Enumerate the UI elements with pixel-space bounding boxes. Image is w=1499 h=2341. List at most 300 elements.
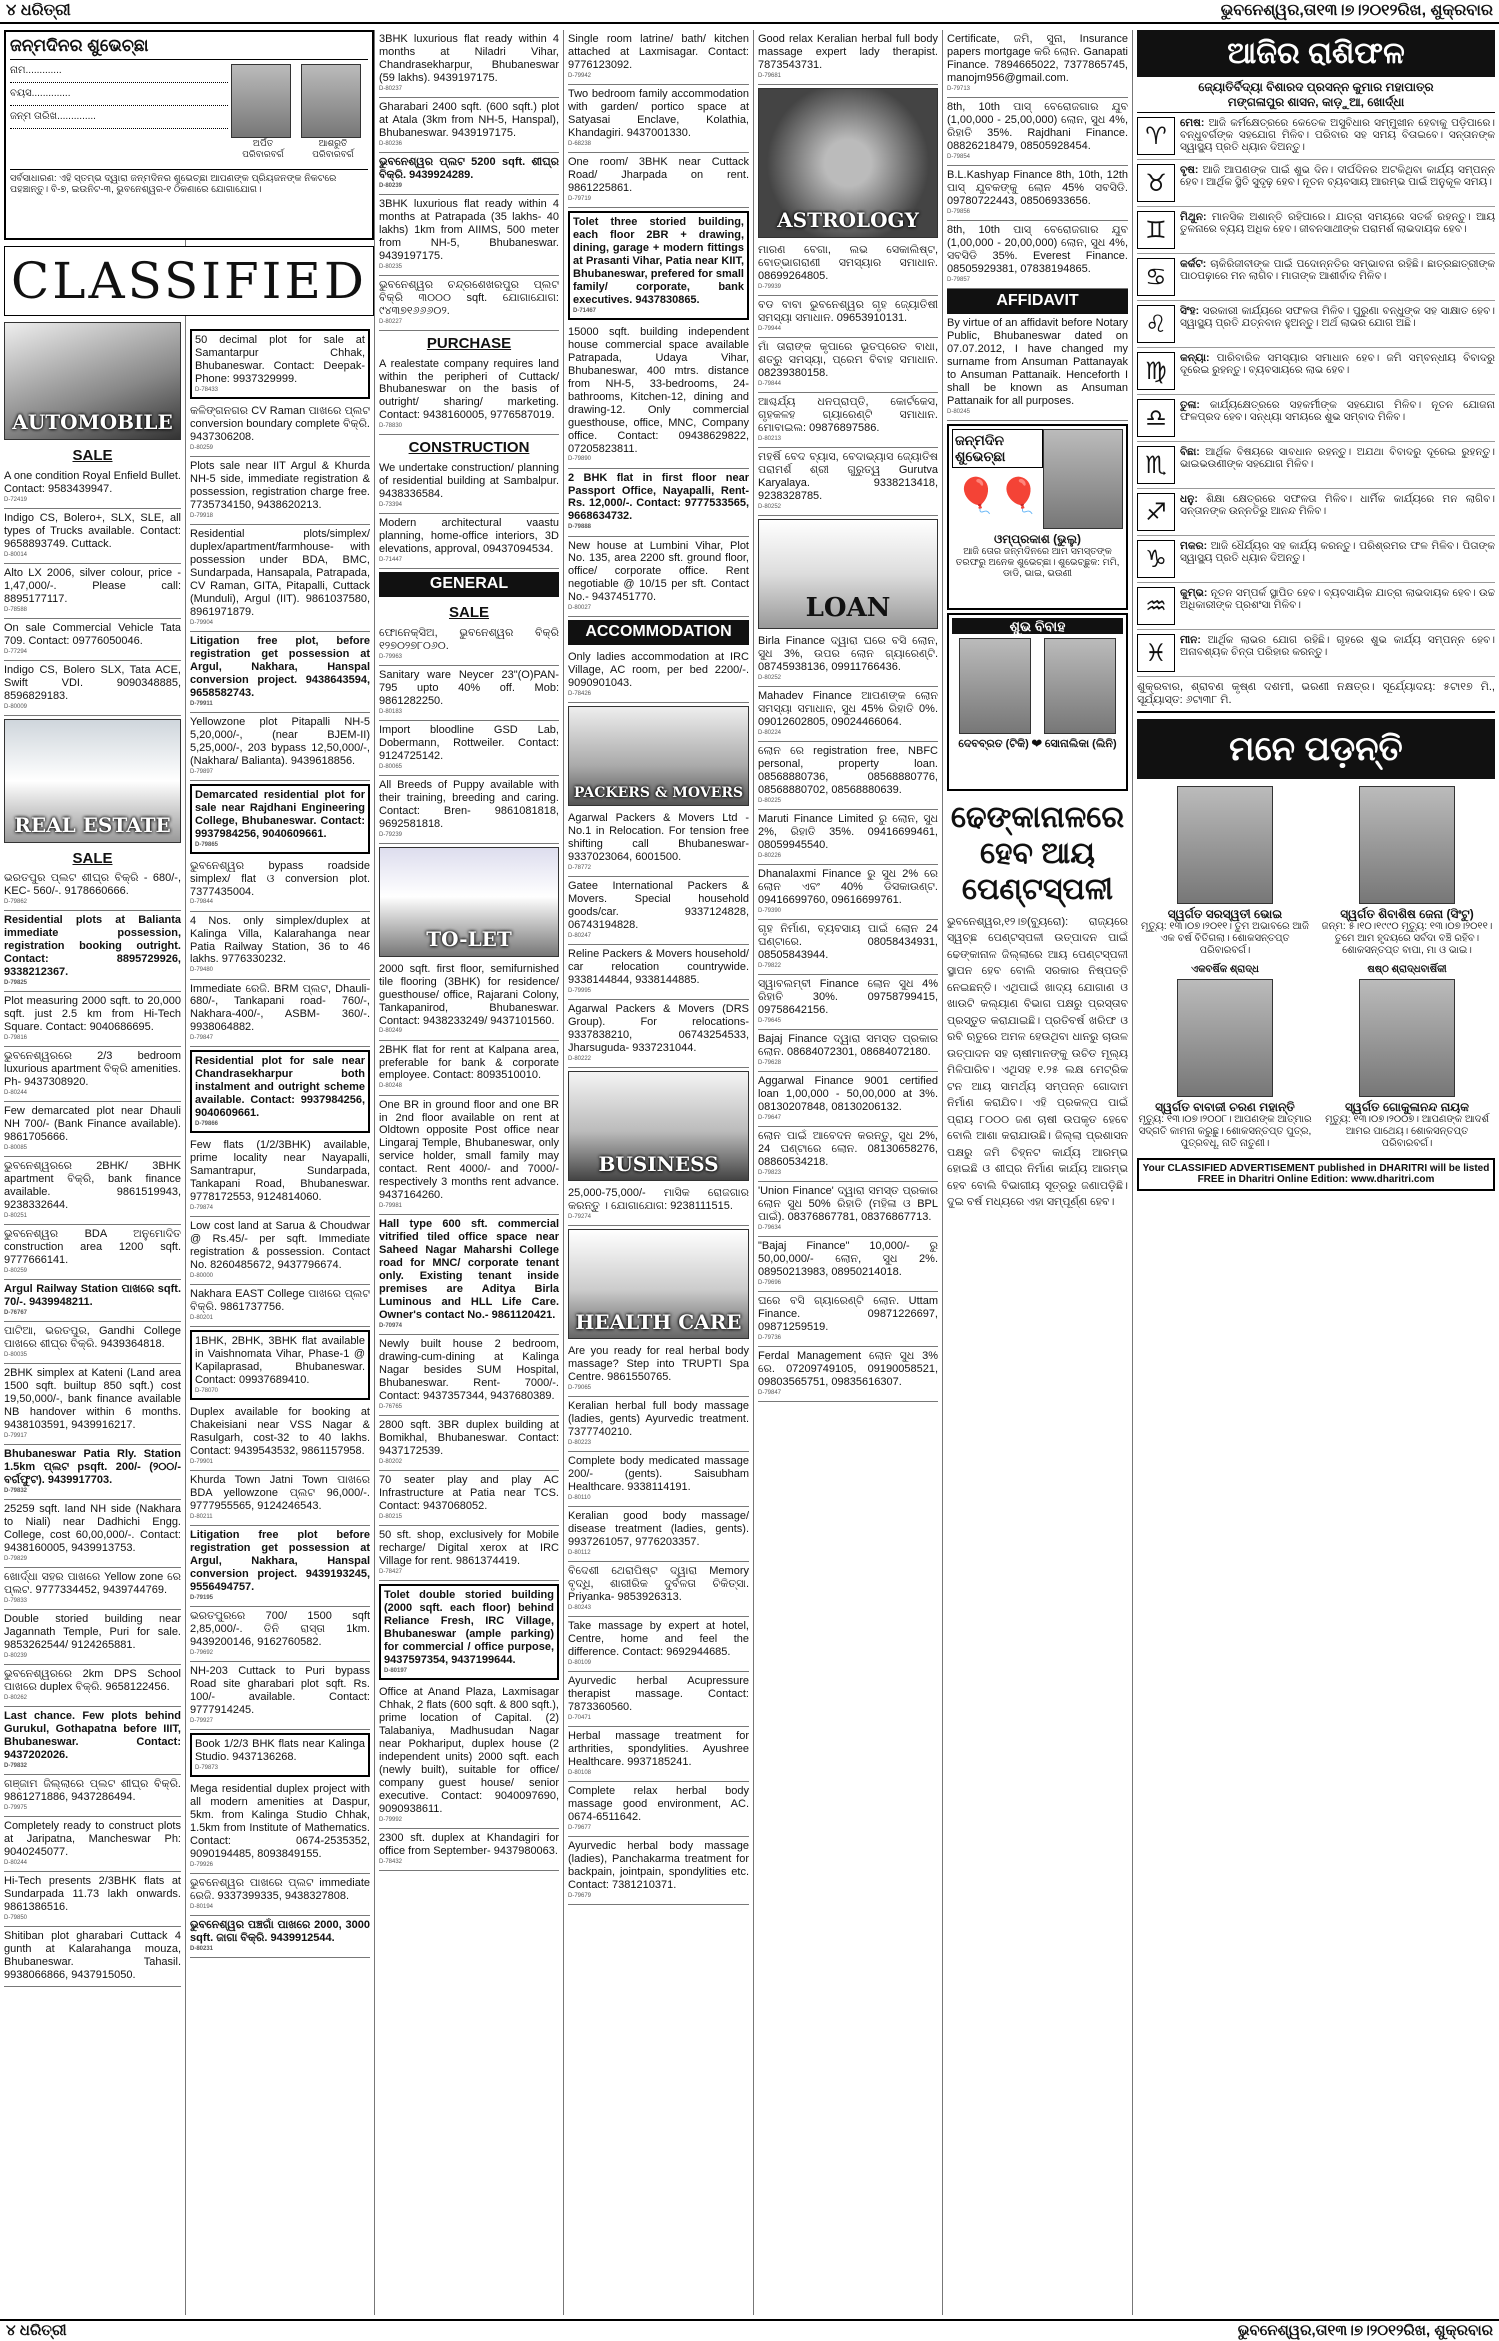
news-body: ଭୁବନେଶ୍ୱର,୧୨।୭(ବ୍ୟୁରୋ): ରାଜ୍ୟରେ ସ୍ୱଚ୍ଛ ପେଣ୍ଟସ୍ପଳୀ ଉତ୍ପାଦନ ପାଇଁ ଢେଙ୍କାନାଳ ଜିଲ୍ଲାରେ ଆୟ ପେଣ୍ଟସ୍ପଳୀ ସ୍ଥାପନ ହେବ ବୋଲି ସରକାର ନିଷ୍ପତ୍ତି ନେଇଛନ୍ତି। ଏଥିପାଇଁ ଖାଦ୍ୟ ଯୋଗାଣ ଓ ଖାଉଟି କଲ୍ୟାଣ ବିଭାଗ ପକ୍ଷରୁ ପ୍ରସ୍ତାବ ପ୍ରସ୍ତୁତ କରାଯାଇଛି। ପ୍ରତିବର୍ଷ ଖରିଫ ଓ ରବି ଋତୁରେ ଅମଳ ହେଉଥିବା ଧାନରୁ ଚାଉଳ ଉତ୍ପାଦନ ସହ ଚାଷୀମାନଙ୍କୁ ଉଚିତ ମୂଲ୍ୟ ମିଳିପାରିବ। ଏଥିସହ ୧.୨୫ ଲକ୍ଷ ମେଟ୍ରିକ ଟନ ଆୟ ସାମର୍ଥ୍ୟ ସମ୍ପନ୍ନ ଗୋଦାମ ନିର୍ମାଣ କରାଯିବ। ଏହି ପ୍ରକଳ୍ପ ପାଇଁ ପ୍ରାୟ ୮୦୦୦ ଜଣ ଚାଷୀ ଉପକୃତ ହେବେ ବୋଲି ଆଶା କରାଯାଉଛି। ଜିଲ୍ଲା ପ୍ରଶାସନ ପକ୍ଷରୁ ଜମି ଚିହ୍ନଟ କାର୍ଯ୍ୟ ଆରମ୍ଭ ହୋଇଛି ଓ ଶୀଘ୍ର ନିର୍ମାଣ କାର୍ଯ୍ୟ ଆରମ୍ଭ ହେବ ବୋଲି ବିଭାଗୀୟ ସୂତ୍ରରୁ ଜଣାପଡ଼ିଛି। ଦୁଇ ବର୍ଷ ମଧ୍ୟରେ ଏହା ସମ୍ପୂର୍ଣ୍ଣ ହେବ। xyxy=(947,915,1128,1209)
ad-text: ଭୁବନେଶ୍ୱରରେ 2/3 bedroom luxurious apartment ବିକ୍ରି amenities. Ph- 9437308920. xyxy=(4,1050,181,1089)
birthday-wish-message: ଆଜି ତୋର ଜନ୍ମଦିନରେ ଆମ ସମସ୍ତଙ୍କ ତରଫରୁ ଅନେକ ଶୁଭେଚ୍ଛା। ଶୁଭେଚ୍ଛୁକ: ମମି, ଡାଡି, ଭାଇ, ଭଉଣୀ xyxy=(955,545,1120,580)
ad-code: D-80201 xyxy=(190,1315,214,1322)
classified-ad xyxy=(568,211,749,320)
classified-ad xyxy=(758,810,938,865)
ad-text: ଭରତପୁରରେ 700/ 1500 sqft 2,85,000/-. ତିନି ରାସ୍ତା 1km. 9439200146, 9162760582. xyxy=(190,1610,370,1649)
ad-code: D-79832 xyxy=(4,1488,28,1495)
memorial-name: ସ୍ୱର୍ଗତ ଶିବାଶିଷ ଜେନା (ସିଂଟୁ) xyxy=(1340,906,1474,921)
ad-text: ମାଁ ତାରାଙ୍କ କୃପାରେ ଭୂତପ୍ରେତ ବାଧା, ଶତ୍ରୁ ସମସ୍ୟା, ପ୍ରେମ ବିବାହ ସମାଧାନ. 08239380158. xyxy=(758,340,938,379)
classified-ad xyxy=(568,30,749,85)
ad-code: D-79825 xyxy=(4,980,28,987)
classified-ad xyxy=(758,338,938,393)
rashi-body: ଆଜି ଆପଣଙ୍କ ପାଇଁ ଶୁଭ ଦିନ। ଦୀର୍ଘଦିନର ଅଟକିଥିବା କାର୍ଯ୍ୟ ସମ୍ପନ୍ନ ହେବ। ଆର୍ଥିକ ସ୍ଥିତି ସୁଦୃଢ଼ ହେବ। ନୂତନ ବ୍ୟବସାୟ ଆରମ୍ଭ ପାଇଁ ଅନୁକୂଳ ସମୟ। xyxy=(1180,163,1495,189)
classified-ad xyxy=(758,1182,938,1237)
classified-ad xyxy=(379,1096,559,1216)
ad-text: Aggarwal Finance 9001 certified loan 1,00,000 - 50,00,000 at 3%. 08130207848, 08130206132. xyxy=(758,1074,938,1113)
zodiac-icon: ♌ xyxy=(1137,305,1175,343)
ad-code: D-80239 xyxy=(4,1653,28,1659)
ad-text: Birla Finance ଦ୍ୱାରା ଘରେ ବସି ଲୋନ, ସୁଧ 3%, ଉପର ଲୋନ ଗ୍ୟାରେଣ୍ଟି. 08745938136, 09911766436. xyxy=(758,634,938,673)
classified-ad xyxy=(4,1102,181,1157)
ad-code: D-80239 xyxy=(379,182,403,189)
astrology-label: ASTROLOGY xyxy=(777,208,919,233)
ad-code: D-80259 xyxy=(190,444,214,451)
rashi-item xyxy=(1137,207,1495,254)
classified-ad xyxy=(190,912,370,980)
classified-ad xyxy=(379,666,559,721)
ad-code: D-73394 xyxy=(379,502,403,509)
rashi-body: ଆଜି ଧୈର୍ଯ୍ୟର ସହ କାର୍ଯ୍ୟ କରନ୍ତୁ। ପରିଶ୍ରମର ଫଳ ମିଳିବ। ପିତାଙ୍କ ସ୍ୱାସ୍ଥ୍ୟ ପ୍ରତି ଧ୍ୟାନ ଦିଅନ୍ତୁ। xyxy=(1180,539,1495,565)
classified-ad xyxy=(379,514,559,569)
panjika-text: ଶୁକ୍ରବାର, ଶ୍ରାବଣ କୃଷ୍ଣ ଦଶମୀ, ଭରଣୀ ନକ୍ଷତ୍ର। ସୂର୍ଯ୍ୟୋଦୟ: ୫ଟା୧୭ ମି., ସୂର୍ଯ୍ୟାସ୍ତ: ୬ଟା୩୮ ମି. xyxy=(1137,677,1495,713)
ad-text: Only ladies accommodation at IRC Village, AC room, per bed 2200/-. 9090901043. xyxy=(568,651,749,690)
ad-text: Plots sale near IIT Argul & Khurda NH-5 side, immediate registration & possession, registration charge free. 7735734150, 9438620213. xyxy=(190,459,370,511)
ad-code: D-79719 xyxy=(568,195,592,202)
rashi-name: ମେଷ: xyxy=(1180,116,1205,129)
classified-ad xyxy=(4,1568,181,1610)
ad-text: Shitiban plot gharabari Cuttack 4 gunth at Kalarahanga mouza, Bhubaneswar. Tahasil. 9938066866, 9437915050. xyxy=(4,1930,181,1981)
classified-ad xyxy=(568,648,749,703)
rashi-body: ପାରିବାରିକ ସମସ୍ୟାର ସମାଧାନ ହେବ। ଜମି ସମ୍ବନ୍ଧୀୟ ବିବାଦରୁ ଦୂରେଇ ରୁହନ୍ତୁ। ବ୍ୟବସାୟରେ ଲାଭ ହେବ। xyxy=(1180,351,1496,377)
classified-ad xyxy=(379,30,559,98)
classified-ad xyxy=(190,1403,370,1471)
ad-text: A realestate company requires land within the peripheri of Cuttack/ Bhubaneswar on the basis of outright/ sharing/ marketing. Contact: 9438160005, 9776587019. xyxy=(379,357,559,422)
ad-text: Khurda Town Jatni Town ପାଖରେ BDA yellowzone ପ୍ଲଟ 96,000/-. 9777955565, 9124246543. xyxy=(190,1474,370,1513)
classified-ad xyxy=(568,469,749,537)
groom-photo xyxy=(959,638,1031,734)
news-headline: ଢେଙ୍କାନାଳରେ ହେବ ଆୟ ପେଣ୍ଟସ୍ପଳୀ xyxy=(950,800,1125,906)
birthday-wish-photo xyxy=(1043,429,1123,529)
rashi-item xyxy=(1137,301,1495,348)
ad-code: D-80247 xyxy=(568,933,592,940)
ad-text: Alto LX 2006, silver colour, price - 1,47,000/-. Please call: 8895177117. xyxy=(4,566,181,605)
column-3 xyxy=(375,30,564,2315)
classified-ad xyxy=(568,1507,749,1562)
affidavit-code: D-80245 xyxy=(947,408,971,415)
classified-ad xyxy=(190,1662,370,1730)
birthday-box xyxy=(4,30,374,240)
ad-code: D-79692 xyxy=(190,1650,214,1656)
classified-ad xyxy=(4,1157,181,1225)
tolet-image xyxy=(379,847,559,957)
ad-text: 2000 sqft. first floor, semifurnished tile flooring (3BHK) for residence/ guesthouse/ office, Rajarani Colony, Tankapanirod, Bhubaneswar. Contact: 9438233249/ 9437101560. xyxy=(379,962,559,1027)
classified-ad xyxy=(4,1610,181,1665)
ad-text: ପାଟିଆ, ଭରତପୁର, Gandhi College ପାଖରେ ଶୀଘ୍ର ବିକ୍ରି. 9439364818. xyxy=(4,1325,181,1351)
ad-text: Demarcated residential plot for sale near Rajdhani Engineering College, Bhubaneswar. Contact: 9937984256, 9040609661. xyxy=(195,788,365,840)
zodiac-icon: ♐ xyxy=(1137,493,1175,531)
ad-code: D-76767 xyxy=(4,1310,28,1317)
classified-ad xyxy=(4,1225,181,1280)
ad-code: D-79862 xyxy=(4,899,28,906)
memorial-card xyxy=(1319,964,1495,1149)
col4-ads-d xyxy=(568,1184,749,1226)
ad-code: D-80035 xyxy=(4,1352,28,1359)
loan-label: LOAN xyxy=(805,593,891,624)
classified-ad xyxy=(190,784,370,854)
ad-code: D-79239 xyxy=(379,831,403,838)
classified-ad xyxy=(4,1775,181,1817)
ad-code: D-79736 xyxy=(758,1334,782,1341)
ad-text: Hall type 600 sft. commercial vitrified tiled office space near Saheed Nagar Maharshi College road for MNC/ corporate tenant only. Existing tenant inside premises are Aditya Birla Luminous and HLL Life Care. Owner's contact No.- 9861120421. xyxy=(379,1218,559,1322)
birthday-wish-box xyxy=(947,424,1128,610)
ad-code: D-80223 xyxy=(568,1440,592,1447)
zodiac-icon: ♎ xyxy=(1137,399,1175,437)
balloons-icon: 🎈🎈 xyxy=(955,476,1040,515)
classified-ad xyxy=(190,632,370,713)
ad-text: Ayurvedic herbal Acupressure therapist massage. Contact: 7873360560. xyxy=(568,1675,749,1713)
classified-ad xyxy=(190,857,370,912)
classified-ad xyxy=(4,1872,181,1927)
classified-ad xyxy=(758,448,938,516)
ad-code: D-80202 xyxy=(379,1459,403,1466)
rashi-text xyxy=(1180,117,1495,155)
classified-ad xyxy=(190,1874,370,1916)
ad-text: ଭରତପୁର ପ୍ଲଟ ଶୀଘ୍ର ବିକ୍ରି - 680/-, KEC- 560/-. 9178660666. xyxy=(4,872,181,898)
ad-text: 2BHK flat for rent at Kalpana area, preferable for bank & corporate employee. Contact: 8093510010. xyxy=(379,1043,559,1082)
ad-text: Good relax Keralian herbal full body massage expert lady therapist. 7873543731. xyxy=(758,33,938,71)
memorial-text: ମୃତ୍ୟୁ: ୧୩।୦୭।୨୦୦୭। ଆପଣଙ୍କ ଆଦର୍ଶ ଆମର ପାଥେୟ। ଶୋକସନ୍ତପ୍ତ ପରିବାରବର୍ଗ। xyxy=(1325,1114,1489,1149)
classified-ad xyxy=(379,1215,559,1335)
zodiac-icon: ♊ xyxy=(1137,211,1175,249)
child-caption-1: ଅର୍ପିତ ପରିବାରବର୍ଗ xyxy=(242,138,284,159)
rashi-body: ଆଜି କର୍ମକ୍ଷେତ୍ରରେ କେତେକ ଅସୁବିଧାର ସମ୍ମୁଖୀନ ହେବାକୁ ପଡ଼ିପାରେ। ବନ୍ଧୁବର୍ଗଙ୍କ ସହଯୋଗ ମିଳିବ। ପରିବାର ସହ ସମୟ ବିତାଇବେ। ସନ୍ତାନଙ୍କ ସ୍ୱାସ୍ଥ୍ୟ ପ୍ରତି ଧ୍ୟାନ ଦିଅନ୍ତୁ। xyxy=(1180,116,1496,154)
rashi-body: ମାନସିକ ଅଶାନ୍ତି ରହିପାରେ। ଯାତ୍ରା ସମୟରେ ସତର୍କ ରହନ୍ତୁ। ଆୟ ତୁଳନାରେ ବ୍ୟୟ ଅଧିକ ହେବ। ଜୀବନସାଥୀଙ୍କ ପରାମର୍ଶ ଲାଭଦାୟକ ହେବ। xyxy=(1180,210,1495,236)
ad-text: Indigo CS, Bolero SLX, Tata ACE, Swift VDI. 9090348885, 8596829183. xyxy=(4,663,181,702)
ad-code: D-78427 xyxy=(379,1568,403,1575)
col5-ads-b xyxy=(758,241,938,516)
classified-ad xyxy=(568,877,749,945)
masthead xyxy=(0,0,1499,24)
ad-code: D-79981 xyxy=(379,1203,403,1210)
classified-ad xyxy=(4,1927,181,1987)
ad-text: New house at Lumbini Vihar, Plot No. 135, area 2200 sft. ground floor, office/ corporate office. Rent negotiable @ 10/15 per sft. Contact No.- 9437451770. xyxy=(568,539,749,604)
ad-text: 4 Nos. only simplex/duplex at Kalinga Villa, Kalarahanga near Patia Railway Station, 36 to 46 lakhs. 9776330232. xyxy=(190,914,370,966)
ad-code: D-79847 xyxy=(758,1389,782,1396)
ad-text: ଲୋନ ପାଇଁ ଆବେଦନ କରନ୍ତୁ, ସୁଧ 2%, 24 ଘଣ୍ଟାରେ ଲୋନ. 08130658276, 08860534218. xyxy=(758,1129,938,1168)
classified-ad xyxy=(4,1707,181,1775)
ad-code: D-79918 xyxy=(190,512,214,519)
ad-text: ବିଦେଶୀ ଥେରାପିଷ୍ଟ ଦ୍ୱାରା Memory ବୃଦ୍ଧି, ଶାରୀରିକ ଦୁର୍ବଳତା ଚିକିତ୍ସା. Priyanka- 9853926313. xyxy=(568,1565,749,1604)
ad-code: D-79822 xyxy=(758,962,782,969)
ad-code: D-80211 xyxy=(190,1514,213,1521)
classified-ad xyxy=(568,323,749,469)
rashi-body: ଆର୍ଥିକ ବିଷୟରେ ସାବଧାନ ରହନ୍ତୁ। ଅଯଥା ବିବାଦରୁ ଦୂରେଇ ରୁହନ୍ତୁ। ଭାଇଭଉଣୀଙ୍କ ସହଯୋଗ ମିଳିବ। xyxy=(1180,445,1495,471)
classified-ad xyxy=(758,742,938,810)
classified-ad xyxy=(190,1916,370,1958)
rashi-item xyxy=(1137,630,1495,677)
ad-text: 2 BHK flat in first floor near Passport Office, Nayapalli, Rent-Rs. 12,000/-. Contact: 9777533565, 9668634732. xyxy=(568,471,749,523)
ad-code: D-78772 xyxy=(568,865,592,872)
zodiac-icon: ♒ xyxy=(1137,587,1175,625)
col4-ads-c xyxy=(568,809,749,1068)
your-classified-box: Your CLASSIFIED ADVERTISEMENT published in DHARITRI will be listed FREE in Dharitri Online Edition: www.dharitri.com xyxy=(1137,1158,1495,1192)
ad-text: One room/ 3BHK near Cuttack Road/ Jharpada on rent. 9861225861. xyxy=(568,155,749,194)
classified-ad xyxy=(568,1782,749,1837)
construction-heading: CONSTRUCTION xyxy=(408,439,530,457)
child-photo-2 xyxy=(301,64,361,138)
ad-text: Tolet double storied building (2000 sqft. each floor) behind Reliance Fresh, IRC Village, Bhubaneswar (ample parking) for commercial / office purpose, 9437597354, 9437199644. xyxy=(384,1589,554,1666)
ad-code: D-80183 xyxy=(379,708,403,715)
ad-code: D-80225 xyxy=(758,797,782,804)
ad-text: We undertake construction/ planning of residential building at Sambalpur. 9438336584. xyxy=(379,462,559,501)
classified-ad xyxy=(379,1526,559,1581)
ad-text: ଭୁବନେଶ୍ୱରରେ 2BHK/ 3BHK apartment ବିକ୍ରି, bank finance available. 9861519943, 9238332644. xyxy=(4,1160,181,1212)
ad-text: 15000 sqft. building independent house commercial space available Patrapada, Udaya Vihar, Bhubaneswar, 400 mtrs. distance from NH-5, 33-bedrooms, 24-bathrooms, Kitchen-12, dining and drawing-12. Only commercial guesthouse, office, MNC, Company office. Contact: 09438629822, 07205823811. xyxy=(568,325,749,455)
rashi-name: ମିଥୁନ: xyxy=(1180,210,1207,223)
automobile-image xyxy=(4,322,181,440)
rashi-text xyxy=(1180,352,1495,390)
ad-text: Completely ready to construct plots at Jaripatna, Mancheswar Ph: 9040245077. xyxy=(4,1820,181,1858)
rashi-name: ବୃଷ: xyxy=(1180,163,1199,176)
classified-ad xyxy=(568,1727,749,1782)
ad-code: D-79873 xyxy=(195,1764,219,1771)
ad-text: 8th, 10th ପାସ୍ ବେରୋଜଗାର ଯୁବ (1,00,000 - 25,00,000) ଲୋନ, ସୁଧ 4%, ରିହାତି 35%. Rajdhani Finance. 08826218479, 08505928454. xyxy=(947,100,1128,152)
ad-text: Immediate ରେଜି. BRM ପ୍ଲଟ, Dhauli- 680/-, Tankapani road- 760/-, Nakhara-400/-, ASBM- 360/-. 9938064882. xyxy=(190,982,370,1034)
ad-code: D-80085 xyxy=(4,1145,28,1152)
classified-ad xyxy=(190,1217,370,1285)
ad-code: D-79274 xyxy=(568,1214,592,1221)
ad-code: D-79904 xyxy=(190,619,214,626)
classified-ad xyxy=(4,661,181,716)
ad-code: D-79911 xyxy=(190,700,213,707)
ad-code: D-79645 xyxy=(758,1017,782,1024)
ad-text: Import bloodline GSD Lab, Dobermann, Rottweiler. Contact: 9124725142. xyxy=(379,723,559,762)
ad-code: D-79857 xyxy=(947,276,971,283)
zodiac-icon: ♓ xyxy=(1137,634,1175,672)
memorial-photo xyxy=(1359,786,1455,904)
classified-ad xyxy=(190,1526,370,1607)
ad-text: Double storied building near Jagannath Temple, Puri for sale. 9853262544/ 9124265881. xyxy=(4,1613,181,1652)
classified-ad xyxy=(379,355,559,436)
ad-text: ଗୃହ ନିର୍ମାଣ, ବ୍ୟବସାୟ ପାଇଁ ଲୋନ 24 ଘଣ୍ଟାରେ. 08058434931, 08505843944. xyxy=(758,922,938,961)
classified-ad xyxy=(568,1617,749,1672)
loan-image xyxy=(758,519,938,629)
classified-ad xyxy=(758,1030,938,1072)
memorial-name: ସ୍ୱର୍ଗତ ସରସ୍ୱତୀ ଭୋଇ xyxy=(1167,906,1283,921)
business-image xyxy=(568,1071,749,1181)
memorial-row xyxy=(1137,960,1495,1153)
ad-text: Maruti Finance Limited ରୁ ଲୋନ, ସୁଧ 2%, ରିହାତି 35%. 09416699461, 08059945540. xyxy=(758,812,938,851)
ad-text: Mahadev Finance ଆପଣଙ୍କ ଲୋନ ସମସ୍ୟା ସମାଧାନ, ସୁଧ 45% ରିହାତି 0%. 09012602805, 09024466064. xyxy=(758,689,938,728)
classified-ad xyxy=(4,1364,181,1445)
ad-text: ମାରଣ ବେଗା, ଲଭ ସେକାଲିଷ୍ଟ, ବୋତ୍‍ଭାଗରାଣୀ ସମସ୍ୟାର ସମାଧାନ. 08699264805. xyxy=(758,243,938,282)
classified-ad xyxy=(568,1000,749,1068)
classified-ad xyxy=(379,624,559,666)
classified-ad xyxy=(4,564,181,619)
sale-heading-2: SALE xyxy=(72,849,113,867)
ad-text: 2BHK simplex at Kateni (Land area 1500 sqft. builtup 850 sqft.) cost 19,50,000/-, bank finance available NB handover within 6 months. 9438103591, 9439916217. xyxy=(4,1367,181,1432)
ad-code: D-79832 xyxy=(4,1762,28,1769)
ad-code: D-79065 xyxy=(568,1385,592,1392)
rashi-item xyxy=(1137,536,1495,583)
ad-code: D-80000 xyxy=(190,1273,214,1280)
classified-ad xyxy=(568,153,749,208)
col4-ads-e xyxy=(568,1342,749,1905)
classified-ad xyxy=(4,467,181,509)
classified-ad xyxy=(568,1837,749,1905)
ad-text: Mega residential duplex project with all modern amenities at Daspur, 5km. from Kalinga Studio Chhak, 1.5km from Institute of Mathematics. Contact: 0674-2535352, 9090194485, 8093849155. xyxy=(190,1783,370,1860)
classified-ad xyxy=(379,1584,559,1680)
ad-code: D-79713 xyxy=(947,85,971,92)
ad-text: Gharabari 2400 sqft. (600 sqft.) plot at Atala (3km from NH-5, Hanspal), Bhubaneswar. 9439197175. xyxy=(379,100,559,139)
ad-text: One BR in ground floor and one BR in 2nd floor available on rent at Oldtown opposite Post office near Lingaraj Temple, Bhubaneswar, only service holder, small family may contact. Rent 4000/- and 7000/- respectively 3 months rent advance. 9437164260. xyxy=(379,1098,559,1202)
birthday-note: ସର୍ବସାଧାରଣ: ଏହି ସ୍ତମ୍ଭ ଦ୍ୱାରା ଜନ୍ମଦିନର ଶୁଭେଚ୍ଛା ଆପଣଙ୍କ ପ୍ରିୟଜନଙ୍କ ନିକଟରେ ପହଞ୍ଚାନ୍ତୁ। ବି-୭, ଇଉନିଟ-୩, ଭୁବନେଶ୍ୱର-୧ ଠିକଣାରେ ଯୋଗାଯୋଗ। xyxy=(10,169,368,195)
rashi-item xyxy=(1137,160,1495,207)
ad-text: Book 1/2/3 BHK flats near Kalinga Studio. 9437136268. xyxy=(195,1738,365,1763)
ad-code: D-72419 xyxy=(4,496,28,503)
ad-code: D-71467 xyxy=(573,307,597,314)
classified-ad xyxy=(947,98,1128,166)
rashi-body: ଶିକ୍ଷା କ୍ଷେତ୍ରରେ ସଫଳତା ମିଳିବ। ଧାର୍ମିକ କାର୍ଯ୍ୟରେ ମନ ଲାଗିବ। ସନ୍ତାନଙ୍କ ଉନ୍ନତିରୁ ଆନନ୍ଦ ମିଳିବ। xyxy=(1180,492,1495,518)
rashi-item xyxy=(1137,254,1495,301)
ad-code: D-80009 xyxy=(4,703,28,710)
classified-ad xyxy=(947,221,1128,289)
ad-code: D-80227 xyxy=(379,318,403,325)
col1-ads-a xyxy=(4,467,181,716)
rashi-name: ବିଛା: xyxy=(1180,445,1200,458)
ad-text: Yellowzone plot Pitapalli NH-5 5,20,000/-, (near BJEM-II) 5,25,000/-, 203 bypass 12,50,000/-, (Nakhara/ Balianta). 9439618856. xyxy=(190,715,370,767)
ad-text: 25259 sqft. land NH side (Nakhara to Niali) near Dadhichi Engg. College, cost 60,00,000/-. Contact: 9438160005, 9439913753. xyxy=(4,1503,181,1555)
ad-code: D-79995 xyxy=(568,988,592,995)
ad-text: Low cost land at Sarua & Choudwar @ Rs.45/- per sqft. Immediate registration & possession. Contact No. 8260485672, 9437796674. xyxy=(190,1220,370,1272)
memorial-row xyxy=(1137,779,1495,961)
classified-ad xyxy=(190,1471,370,1526)
automobile-label: AUTOMOBILE xyxy=(12,410,173,435)
classified-ad xyxy=(379,1416,559,1471)
ad-code: D-80252 xyxy=(758,503,782,510)
rashi-item xyxy=(1137,442,1495,489)
footer xyxy=(0,2319,1499,2341)
ad-code: D-79679 xyxy=(568,1892,592,1899)
ad-text: କଳିଙ୍ଗନଗର CV Raman ପାଖରେ ପ୍ଲଟ conversion boundary complete ବିକ୍ରି. 9437306208. xyxy=(190,404,370,443)
wedding-names: ଦେବବ୍ରତ (ଟିକି) ❤ ସୋନାଲିକା (ଲିନି) xyxy=(958,738,1117,751)
rashi-text xyxy=(1180,587,1495,625)
rashi-name: ତୁଳା: xyxy=(1180,398,1200,411)
ad-code: D-80215 xyxy=(379,1514,403,1520)
memorial-text: ଜନ୍ମ: ୫।୧୦।୧୯୯୦ ମୃତ୍ୟୁ: ୧୩।୦୭।୨୦୧୧। ତୁମେ ଆମ ହୃଦୟରେ ସର୍ବଦା ବଞ୍ଚି ରହିବ। ଶୋକସନ୍ତପ୍ତ ବାପା, ମା ଓ ଭାଇ। xyxy=(1321,920,1493,956)
ad-code: D-78433 xyxy=(195,386,219,393)
classified-ad xyxy=(379,153,559,195)
ad-text: ବଡ ବାବା ଭୁବନେଶ୍ୱର ଗୃହ ଜ୍ୟୋତିଷୀ ସମସ୍ୟା ସମାଧାନ. 09653910131. xyxy=(758,298,938,324)
memorial-name: ସ୍ୱର୍ଗତ ବାବାଜୀ ଚରଣ ମହାନ୍ତି xyxy=(1155,1100,1295,1115)
classified-ad xyxy=(568,1452,749,1507)
tolet-label: TO-LET xyxy=(426,927,512,952)
rashifal-author: ଜ୍ୟୋତିର୍ବିଦ୍ୟା ବିଶାରଦ ପ୍ରସନ୍ନ କୁମାର ମହାପାତ୍ର ମଙ୍ଗଳାପୁର ଶାସନ, କାଡ଼ୁଆ, ଖୋର୍ଦ୍ଧା xyxy=(1137,77,1495,112)
classified-ad xyxy=(568,945,749,1000)
ad-text: Plot measuring 2000 sqft. to 20,000 sqft. just 2.5 km from Hi-Tech Square. Contact: 9040686695. xyxy=(4,995,181,1034)
ad-code: D-79854 xyxy=(947,153,971,160)
classified-ad xyxy=(379,276,559,331)
rashi-text xyxy=(1180,258,1495,296)
classified-ad xyxy=(379,960,559,1041)
ad-code: D-79874 xyxy=(190,1205,214,1212)
ad-code: D-80213 xyxy=(758,435,782,442)
ad-code: D-79975 xyxy=(4,1804,28,1811)
ad-text: ଗଞ୍ଜାମ ଜିଲ୍ଲାରେ ପ୍ଲଟ ଶୀଘ୍ର ବିକ୍ରି. 9861271886, 9437286494. xyxy=(4,1778,181,1804)
affidavit-text: By virtue of an affidavit before Notary Public, Bhubaneswar dated on 07.07.2012, I have changed my surname from Ansuman Pattanayak to Ansuman Pattanaik. Henceforth I shall be known as Ansuman Pattanaik for all purposes. xyxy=(947,316,1128,407)
classified-ad xyxy=(568,809,749,877)
ad-code: D-80108 xyxy=(568,1769,592,1776)
ad-text: 2300 sft. duplex at Khandagiri for office from September- 9437980063. xyxy=(379,1831,559,1857)
ad-text: B.L.Kashyap Finance 8th, 10th, 12th ପାସ୍ ଯୁବକଙ୍କୁ ଲୋନ 45% ସବସିଡି. 09780722443, 08506933656. xyxy=(947,168,1128,207)
memorial-text: ମୃତ୍ୟୁ: ୧୩।୦୭।୨୦୧୧। ତୁମ ଅଭାବରେ ଆଜି ଏକ ବର୍ଷ ବିତିଗଲା। ଶୋକସନ୍ତପ୍ତ ପରିବାରବର୍ଗ। xyxy=(1141,920,1309,956)
memorial-card xyxy=(1137,783,1313,957)
rashi-text xyxy=(1180,634,1495,672)
rashi-body: ନୂତନ ସମ୍ପର୍କ ସ୍ଥାପିତ ହେବ। ବ୍ୟବସାୟିକ ଯାତ୍ରା ଲାଭଦାୟକ ହେବ। ଉଚ୍ଚ ଅଧିକାରୀଙ୍କ ପ୍ରଶଂସା ମିଳିବ। xyxy=(1180,586,1495,612)
classified-ad xyxy=(568,1672,749,1727)
classified-ad xyxy=(568,1562,749,1617)
classified-ad xyxy=(190,1733,370,1777)
ad-code: D-79939 xyxy=(758,283,782,290)
rashi-body: ଚାକିରିଜୀବୀଙ୍କ ପାଇଁ ପଦୋନ୍ନତିର ସମ୍ଭାବନା ରହିଛି। ଛାତ୍ରଛାତ୍ରୀଙ୍କ ପାଠପଢ଼ାରେ ମନ ଲାଗିବ। ମାତାଙ୍କ ଆଶୀର୍ବାଦ ମିଳିବ। xyxy=(1180,257,1495,283)
ad-code: D-80249 xyxy=(379,1028,403,1035)
ad-text: Last chance. Few plots behind Gurukul, Gothapatna before IIIT, Bhubaneswar. Contact: 9437202026. xyxy=(4,1710,181,1761)
column-4 xyxy=(564,30,754,2315)
ad-text: 3BHK luxurious flat ready within 4 months at Niladri Vihar, Chandrasekharpur, Bhubaneswar (59 lakhs). 9439197175. xyxy=(379,33,559,84)
ad-text: Ayurvedic herbal body massage (ladies), Panchakarma treatment for backpain, jointpain, spondylities etc. Contact: 7381210371. xyxy=(568,1840,749,1891)
ad-text: Residential plot for sale near Chandrasekharpur both instalment and outright scheme available. Contact: 9937984256, 9040609661. xyxy=(195,1055,365,1120)
ad-code: D-80112 xyxy=(568,1550,591,1556)
ad-code: D-79901 xyxy=(190,1459,214,1466)
ad-code: D-78426 xyxy=(568,691,592,698)
ad-code: D-78070 xyxy=(195,1388,219,1395)
birthday-name-field: ନାମ............. xyxy=(10,65,228,83)
ad-text: 70 seater play and play AC Infrastructure at Patia near TCS. Contact: 9437068052. xyxy=(379,1474,559,1513)
classified-ad xyxy=(758,1072,938,1127)
ad-code: D-80251 xyxy=(4,1213,28,1220)
ad-text: ଭୁବନେଶ୍ୱର BDA ଅନୁମୋଦିତ construction area 1200 sqft. 9777666141. xyxy=(4,1228,181,1267)
classified-ad xyxy=(4,1047,181,1102)
ad-code: D-80226 xyxy=(758,852,782,859)
ad-text: ସ୍ୱାବଲମ୍ବୀ Finance ଲୋନ ସୁଧ 4% ରିହାତି 30%. 09758799415, 09758642156. xyxy=(758,977,938,1016)
classified-ad xyxy=(947,30,1128,98)
ad-code: D-79897 xyxy=(190,768,214,775)
rashi-body: ସରକାରୀ କାର୍ଯ୍ୟରେ ସଫଳତା ମିଳିବ। ପୁରୁଣା ବନ୍ଧୁଙ୍କ ସହ ସାକ୍ଷାତ ହେବ। ସ୍ୱାସ୍ଥ୍ୟ ପ୍ରତି ଯତ୍ନବାନ ହୁଅନ୍ତୁ। ଅର୍ଥ ଲାଭର ଯୋଗ ଅଛି। xyxy=(1180,304,1495,330)
rashi-name: ମକର: xyxy=(1180,539,1208,552)
memorial-caption: ଷଷ୍ଠ ଶ୍ରାଦ୍ଧବାର୍ଷିକୀ xyxy=(1367,964,1447,976)
ad-code: D-68238 xyxy=(568,140,592,147)
ad-code: D-80065 xyxy=(379,763,403,770)
ad-text: 3BHK luxurious flat ready within 4 months at Patrapada (35 lakhs- 40 lakhs) 1km from AIIMS, 500 meter from NH-5, Bhubaneswar. 9439197175. xyxy=(379,197,559,262)
general-heading: GENERAL xyxy=(379,572,559,597)
ad-code: D-80197 xyxy=(384,1667,408,1674)
classified-ad xyxy=(758,241,938,296)
rashifal-list xyxy=(1137,113,1495,677)
classified-ad xyxy=(4,1817,181,1872)
mane-padanti-title: ମନେ ପଡ଼ନ୍ତି xyxy=(1137,719,1495,779)
ad-text: 'Union Finance' ଦ୍ୱାରା ସମସ୍ତ ପ୍ରକାର ଲୋନ ସୁଧ 50% ରିହାତି (ମହିଳା ଓ BPL ପାଇଁ). 08376867781, 08376867713. xyxy=(758,1184,938,1223)
masthead-left: ୪ ଧରିତ୍ରୀ xyxy=(6,1,71,19)
ad-code: D-80248 xyxy=(379,1083,403,1090)
rashi-item xyxy=(1137,489,1495,536)
col3-ads-e xyxy=(379,960,559,1871)
ad-code: D-78588 xyxy=(4,606,28,613)
ad-code: D-79927 xyxy=(190,1717,214,1724)
rashi-text xyxy=(1180,211,1495,249)
classified-ad xyxy=(379,459,559,514)
ad-code: D-79647 xyxy=(758,1114,782,1121)
ad-text: Sanitary ware Neycer 23"(O)PAN-795 upto 40% off. Mob: 9861282250. xyxy=(379,668,559,707)
ad-code: D-79888 xyxy=(568,524,592,531)
classified-ad xyxy=(379,1471,559,1526)
zodiac-icon: ♍ xyxy=(1137,352,1175,390)
ad-text: Are you ready for real herbal body massage? Step into TRUPTI Spa Centre. 9861550765. xyxy=(568,1345,749,1384)
ad-code: D-79677 xyxy=(568,1824,592,1831)
classified-ad xyxy=(190,713,370,781)
ad-code: D-79696 xyxy=(758,1279,782,1286)
classified-ad xyxy=(758,1237,938,1292)
classified-ad xyxy=(758,1292,938,1347)
rashi-body: ଆର୍ଥିକ ଲାଭର ଯୋଗ ରହିଛି। ଗୃହରେ ଶୁଭ କାର୍ଯ୍ୟ ସମ୍ପନ୍ନ ହେବ। ଅନାବଶ୍ୟକ ଚିନ୍ତା ପରିହାର କରନ୍ତୁ। xyxy=(1180,633,1495,659)
